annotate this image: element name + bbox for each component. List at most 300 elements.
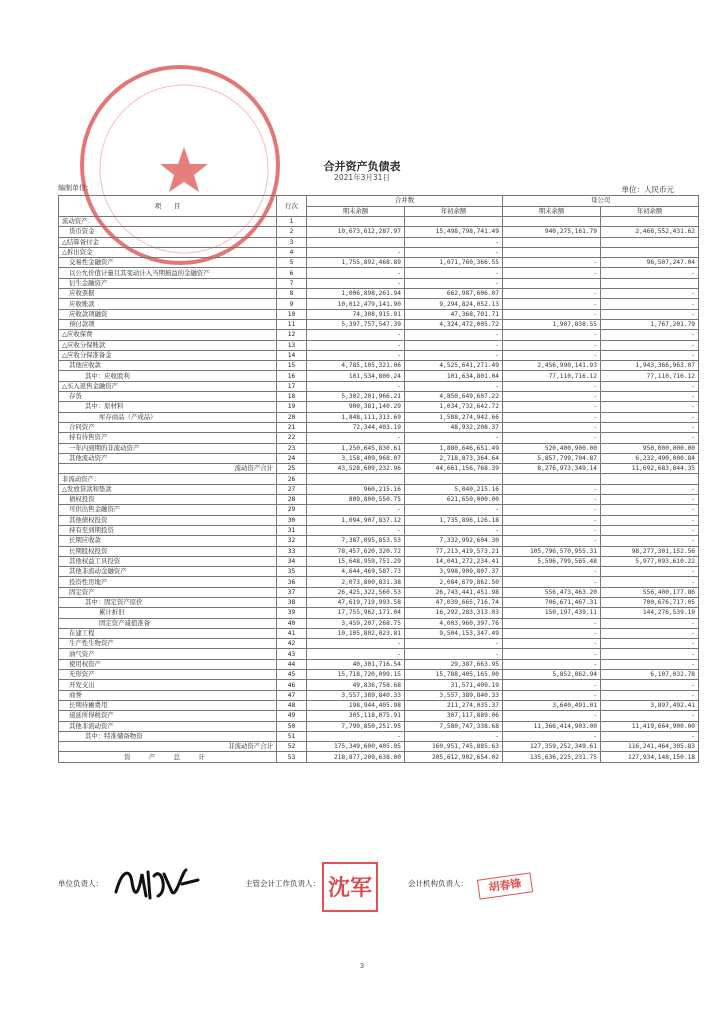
table-row <box>59 721 699 731</box>
row-amount: - <box>405 268 503 278</box>
row-line-number: 5 <box>277 258 307 268</box>
row-item-label: △应收保费 <box>59 330 277 340</box>
row-amount: - <box>503 299 601 309</box>
table-row <box>59 628 699 638</box>
row-amount: 950,000,000.00 <box>601 443 699 453</box>
row-amount: 8,276,973,349.14 <box>503 464 601 474</box>
table-row <box>59 330 699 340</box>
table-row <box>59 278 699 288</box>
row-amount <box>307 474 405 484</box>
row-amount: 3,998,909,807.37 <box>405 567 503 577</box>
row-amount: - <box>307 505 405 515</box>
row-amount: - <box>601 309 699 319</box>
row-item-label: 长期待摊费用 <box>59 700 277 710</box>
row-line-number: 4 <box>277 247 307 257</box>
row-amount: 31,571,409.19 <box>405 680 503 690</box>
row-amount: 11,419,664,900.00 <box>601 721 699 731</box>
row-line-number: 11 <box>277 319 307 329</box>
row-amount: - <box>307 350 405 360</box>
row-amount: - <box>405 649 503 659</box>
row-item-label: 流动资产合计 <box>59 464 277 474</box>
row-amount: - <box>307 247 405 257</box>
row-amount: - <box>601 350 699 360</box>
row-item-label: 应收账款 <box>59 299 277 309</box>
row-amount <box>601 474 699 484</box>
row-amount: 211,274,035.37 <box>405 700 503 710</box>
row-amount: 14,041,272,234.41 <box>405 556 503 566</box>
row-amount: 1,588,274,942.66 <box>405 412 503 422</box>
row-line-number: 39 <box>277 608 307 618</box>
row-line-number: 20 <box>277 412 307 422</box>
row-amount: 5,857,799,704.87 <box>503 453 601 463</box>
row-amount: - <box>503 289 601 299</box>
table-row <box>59 639 699 649</box>
row-amount: 98,277,301,152.56 <box>601 546 699 556</box>
row-line-number: 49 <box>277 711 307 721</box>
row-amount: 77,110,716.12 <box>503 371 601 381</box>
table-row <box>59 474 699 484</box>
row-amount: - <box>601 484 699 494</box>
row-amount: - <box>601 422 699 432</box>
table-row <box>59 731 699 741</box>
row-amount: - <box>601 731 699 741</box>
row-amount: - <box>601 392 699 402</box>
row-amount: 1,767,201.79 <box>601 319 699 329</box>
table-row <box>59 217 699 227</box>
row-amount: 15,648,959,751.29 <box>307 556 405 566</box>
row-amount: 218,877,209,638.00 <box>307 752 405 762</box>
row-amount: - <box>503 577 601 587</box>
table-row <box>59 546 699 556</box>
row-amount: 10,012,479,141.90 <box>307 299 405 309</box>
row-item-label: 衍生金融资产 <box>59 278 277 288</box>
row-amount: 5,040,215.16 <box>405 484 503 494</box>
row-amount: 3,158,409,968.07 <box>307 453 405 463</box>
row-item-label: 商誉 <box>59 690 277 700</box>
row-line-number: 18 <box>277 392 307 402</box>
row-line-number: 15 <box>277 361 307 371</box>
row-amount: - <box>503 731 601 741</box>
table-row <box>59 227 699 237</box>
row-amount: - <box>601 289 699 299</box>
row-amount: 4,324,472,005.72 <box>405 319 503 329</box>
row-amount: - <box>601 402 699 412</box>
row-item-label: 生产性生物资产 <box>59 639 277 649</box>
unit-head-signature <box>112 862 202 902</box>
row-amount: 1,006,898,261.94 <box>307 289 405 299</box>
row-amount: 7,387,095,853.53 <box>307 536 405 546</box>
row-item-label: 其中：原材料 <box>59 402 277 412</box>
row-amount: 1,250,645,830.61 <box>307 443 405 453</box>
row-item-label: 开发支出 <box>59 680 277 690</box>
row-amount <box>503 278 601 288</box>
row-item-label: 油气资产 <box>59 649 277 659</box>
row-amount: 5,397,757,547.39 <box>307 319 405 329</box>
row-amount: 17,755,962,171.04 <box>307 608 405 618</box>
table-row <box>59 495 699 505</box>
table-row <box>59 711 699 721</box>
row-amount: - <box>503 515 601 525</box>
row-item-label: 可供出售金融资产 <box>59 505 277 515</box>
row-line-number: 8 <box>277 289 307 299</box>
row-line-number: 37 <box>277 587 307 597</box>
row-item-label: 一年内到期的非流动资产 <box>59 443 277 453</box>
row-amount <box>601 237 699 247</box>
row-amount: 160,951,745,885.63 <box>405 742 503 752</box>
row-amount: 3,640,491.01 <box>503 700 601 710</box>
row-amount: 2,456,990,141.93 <box>503 361 601 371</box>
row-amount: - <box>405 247 503 257</box>
table-row <box>59 453 699 463</box>
row-line-number: 46 <box>277 680 307 690</box>
row-amount: 150,197,439.11 <box>503 608 601 618</box>
row-item-label: 其他非流动金融资产 <box>59 567 277 577</box>
table-row <box>59 237 699 247</box>
row-item-label: 应收票据 <box>59 289 277 299</box>
row-line-number: 40 <box>277 618 307 628</box>
row-amount: 10,105,802,023.81 <box>307 628 405 638</box>
row-amount: 72,344,403.19 <box>307 422 405 432</box>
row-line-number: 2 <box>277 227 307 237</box>
row-amount: - <box>601 536 699 546</box>
row-line-number: 47 <box>277 690 307 700</box>
row-amount: - <box>405 639 503 649</box>
unit-head-label: 单位负责人： <box>58 879 103 888</box>
table-row <box>59 392 699 402</box>
row-line-number: 42 <box>277 639 307 649</box>
table-row <box>59 361 699 371</box>
row-amount: - <box>503 433 601 443</box>
accounting-head-stamp: 沈军 <box>322 862 378 912</box>
row-amount: 3,897,492.41 <box>601 700 699 710</box>
row-amount: - <box>601 711 699 721</box>
table-row <box>59 577 699 587</box>
row-amount: - <box>503 536 601 546</box>
header-cons-end: 期末余额 <box>307 206 405 217</box>
row-amount: 900,381,140.29 <box>307 402 405 412</box>
row-item-label: 固定资产减值准备 <box>59 618 277 628</box>
row-line-number: 10 <box>277 309 307 319</box>
row-amount: - <box>601 495 699 505</box>
table-row <box>59 505 699 515</box>
row-item-label: △拆出资金 <box>59 247 277 257</box>
row-amount: 49,836,758.68 <box>307 680 405 690</box>
row-item-label: △买入返售金融资产 <box>59 381 277 391</box>
header-line: 行次 <box>277 196 307 217</box>
row-amount: 3,557,389,840.33 <box>405 690 503 700</box>
table-row <box>59 443 699 453</box>
row-item-label: 应收款项融资 <box>59 309 277 319</box>
row-amount: - <box>503 402 601 412</box>
row-line-number: 32 <box>277 536 307 546</box>
row-line-number: 26 <box>277 474 307 484</box>
row-amount: - <box>405 350 503 360</box>
row-amount: 556,400,177.86 <box>601 587 699 597</box>
row-amount: - <box>601 649 699 659</box>
row-amount: 101,634,801.04 <box>405 371 503 381</box>
row-amount: 101,534,800.24 <box>307 371 405 381</box>
row-item-label: 投资性房地产 <box>59 577 277 587</box>
row-amount: - <box>601 680 699 690</box>
row-item-label: 以公允价值计量且其变动计入当期损益的金融资产 <box>59 268 277 278</box>
row-amount: 4,003,960,397.76 <box>405 618 503 628</box>
row-amount: 105,796,570,955.31 <box>503 546 601 556</box>
table-row <box>59 309 699 319</box>
row-amount: 1,907,838.55 <box>503 319 601 329</box>
row-line-number: 24 <box>277 453 307 463</box>
row-amount: 5,596,799,565.48 <box>503 556 601 566</box>
row-item-label: △结算备付金 <box>59 237 277 247</box>
row-item-label: 存货 <box>59 392 277 402</box>
row-amount: 662,987,606.07 <box>405 289 503 299</box>
row-amount: 205,612,902,654.02 <box>405 752 503 762</box>
table-row <box>59 742 699 752</box>
row-amount: 1,848,111,313.69 <box>307 412 405 422</box>
row-item-label: 其中：应收股利 <box>59 371 277 381</box>
row-amount: 96,507,247.04 <box>601 258 699 268</box>
row-item-label: 债权投资 <box>59 495 277 505</box>
row-line-number: 45 <box>277 670 307 680</box>
row-amount: 5,302,201,966.21 <box>307 392 405 402</box>
row-amount: - <box>601 433 699 443</box>
row-amount <box>307 237 405 247</box>
table-row <box>59 247 699 257</box>
table-row <box>59 412 699 422</box>
row-amount: 43,528,609,232.96 <box>307 464 405 474</box>
row-amount: - <box>503 392 601 402</box>
row-item-label: 持有至到期投资 <box>59 525 277 535</box>
row-item-label: 合同资产 <box>59 422 277 432</box>
row-line-number: 22 <box>277 433 307 443</box>
row-line-number: 36 <box>277 577 307 587</box>
row-item-label: 累计折旧 <box>59 608 277 618</box>
row-amount: 15,498,798,741.49 <box>405 227 503 237</box>
row-line-number: 13 <box>277 340 307 350</box>
row-amount: - <box>503 309 601 319</box>
row-amount: - <box>405 381 503 391</box>
row-amount: - <box>503 350 601 360</box>
row-amount: - <box>503 381 601 391</box>
row-item-label: 非流动资产合计 <box>59 742 277 752</box>
row-line-number: 23 <box>277 443 307 453</box>
accounting-dept-label: 会计机构负责人： <box>408 879 468 888</box>
row-amount: - <box>503 330 601 340</box>
row-amount: - <box>503 495 601 505</box>
row-amount: - <box>503 525 601 535</box>
row-amount: - <box>307 525 405 535</box>
row-item-label: 货币资金 <box>59 227 277 237</box>
row-item-label: 无形资产 <box>59 670 277 680</box>
row-line-number: 30 <box>277 515 307 525</box>
row-amount <box>405 474 503 484</box>
row-amount: - <box>405 340 503 350</box>
row-amount: - <box>601 412 699 422</box>
row-amount: 77,110,716.12 <box>601 371 699 381</box>
header-item: 项 目 <box>59 196 277 217</box>
row-line-number: 3 <box>277 237 307 247</box>
row-amount: 809,800,550.75 <box>307 495 405 505</box>
row-item-label: 使用权资产 <box>59 659 277 669</box>
row-amount: 2,718,873,364.64 <box>405 453 503 463</box>
row-amount: - <box>503 340 601 350</box>
table-row <box>59 402 699 412</box>
row-line-number: 31 <box>277 525 307 535</box>
row-amount: - <box>503 567 601 577</box>
page-number: 3 <box>359 962 365 970</box>
row-line-number: 44 <box>277 659 307 669</box>
row-amount: 1,094,907,837.12 <box>307 515 405 525</box>
table-row <box>59 556 699 566</box>
row-line-number: 51 <box>277 731 307 741</box>
row-amount: 15,718,720,099.15 <box>307 670 405 680</box>
row-amount: - <box>405 237 503 247</box>
row-amount: 74,308,915.91 <box>307 309 405 319</box>
row-amount: - <box>601 381 699 391</box>
row-amount: - <box>503 639 601 649</box>
table-row <box>59 670 699 680</box>
row-amount <box>503 474 601 484</box>
row-amount: - <box>503 628 601 638</box>
row-amount: - <box>601 299 699 309</box>
table-row <box>59 515 699 525</box>
table-row <box>59 381 699 391</box>
row-amount: 44,661,156,768.39 <box>405 464 503 474</box>
table-row <box>59 289 699 299</box>
row-amount: - <box>307 330 405 340</box>
row-amount: 305,118,075.91 <box>307 711 405 721</box>
row-item-label: 资 产 总 计 <box>59 752 277 762</box>
row-amount <box>601 278 699 288</box>
row-amount: - <box>601 628 699 638</box>
row-item-label: 长期股权投资 <box>59 546 277 556</box>
table-row <box>59 700 699 710</box>
row-item-label: 库存商品（产成品） <box>59 412 277 422</box>
table-row <box>59 340 699 350</box>
row-amount: - <box>503 258 601 268</box>
row-amount: 307,117,889.06 <box>405 711 503 721</box>
row-amount: 6,107,032.78 <box>601 670 699 680</box>
row-line-number: 50 <box>277 721 307 731</box>
row-line-number: 25 <box>277 464 307 474</box>
row-amount: - <box>405 278 503 288</box>
row-line-number: 38 <box>277 597 307 607</box>
row-amount <box>601 247 699 257</box>
table-row <box>59 690 699 700</box>
row-amount: - <box>503 690 601 700</box>
row-amount: 1,755,892,468.89 <box>307 258 405 268</box>
row-amount: - <box>307 433 405 443</box>
row-item-label: 其他债权投资 <box>59 515 277 525</box>
row-item-label: 流动资产： <box>59 217 277 227</box>
row-amount: - <box>405 433 503 443</box>
row-item-label: 其他权益工具投资 <box>59 556 277 566</box>
row-amount: - <box>503 422 601 432</box>
row-line-number: 12 <box>277 330 307 340</box>
row-amount: - <box>503 412 601 422</box>
row-line-number: 7 <box>277 278 307 288</box>
row-amount: 15,788,405,165.00 <box>405 670 503 680</box>
row-amount <box>503 217 601 227</box>
row-amount: - <box>601 690 699 700</box>
row-line-number: 35 <box>277 567 307 577</box>
row-amount: - <box>503 505 601 515</box>
row-item-label: 其中：固定资产原价 <box>59 597 277 607</box>
row-item-label: 交易性金融资产 <box>59 258 277 268</box>
row-line-number: 17 <box>277 381 307 391</box>
row-amount: - <box>601 515 699 525</box>
preparer-label: 编制单位： <box>58 184 93 192</box>
table-row <box>59 350 699 360</box>
row-line-number: 9 <box>277 299 307 309</box>
row-amount <box>405 217 503 227</box>
row-amount: 3,557,389,840.33 <box>307 690 405 700</box>
row-amount: - <box>503 268 601 278</box>
row-item-label: 在建工程 <box>59 628 277 638</box>
row-item-label: △发放贷款和垫款 <box>59 484 277 494</box>
header-cons-begin: 年初余额 <box>405 206 503 217</box>
header-parent: 母公司 <box>503 196 699 207</box>
table-row <box>59 258 699 268</box>
row-amount: 6,232,490,000.84 <box>601 453 699 463</box>
row-amount: - <box>601 525 699 535</box>
row-amount: 1,735,896,126.18 <box>405 515 503 525</box>
row-amount: - <box>503 680 601 690</box>
accounting-head-label: 主管会计工作负责人： <box>245 879 320 888</box>
row-item-label: 固定资产 <box>59 587 277 597</box>
row-amount: 48,932,208.37 <box>405 422 503 432</box>
row-amount: 700,676,717.05 <box>601 597 699 607</box>
row-amount <box>503 247 601 257</box>
row-amount: 1,071,760,366.55 <box>405 258 503 268</box>
row-amount: 144,276,539.19 <box>601 608 699 618</box>
row-line-number: 48 <box>277 700 307 710</box>
row-amount: - <box>307 731 405 741</box>
row-line-number: 29 <box>277 505 307 515</box>
row-amount: 4,525,641,271.49 <box>405 361 503 371</box>
row-amount: 11,366,414,903.00 <box>503 721 601 731</box>
row-item-label: △应收分保账款 <box>59 340 277 350</box>
row-amount: 7,332,992,604.30 <box>405 536 503 546</box>
row-amount: - <box>601 268 699 278</box>
row-amount: 2,468,552,431.62 <box>601 227 699 237</box>
table-row <box>59 422 699 432</box>
row-amount: - <box>601 330 699 340</box>
table-row <box>59 567 699 577</box>
table-row <box>59 536 699 546</box>
row-amount: - <box>307 639 405 649</box>
row-amount: 5,852,862.94 <box>503 670 601 680</box>
table-row <box>59 752 699 762</box>
row-amount: 7,580,747,338.68 <box>405 721 503 731</box>
row-amount: - <box>307 381 405 391</box>
row-amount: - <box>601 505 699 515</box>
table-row <box>59 525 699 535</box>
row-amount: - <box>601 577 699 587</box>
report-date: 2021年3月31日 <box>334 173 390 182</box>
row-item-label: 非流动资产： <box>59 474 277 484</box>
row-amount: - <box>307 268 405 278</box>
accounting-dept-stamp: 胡春锋 <box>477 872 533 899</box>
balance-sheet-table <box>58 195 699 763</box>
row-line-number: 53 <box>277 752 307 762</box>
row-amount: - <box>307 278 405 288</box>
row-amount: - <box>601 639 699 649</box>
row-amount: 175,349,600,405.05 <box>307 742 405 752</box>
row-item-label: 其他非流动资产 <box>59 721 277 731</box>
row-amount: 706,671,467.31 <box>503 597 601 607</box>
row-amount: 16,292,283,313.03 <box>405 608 503 618</box>
row-amount: 127,359,252,349.61 <box>503 742 601 752</box>
